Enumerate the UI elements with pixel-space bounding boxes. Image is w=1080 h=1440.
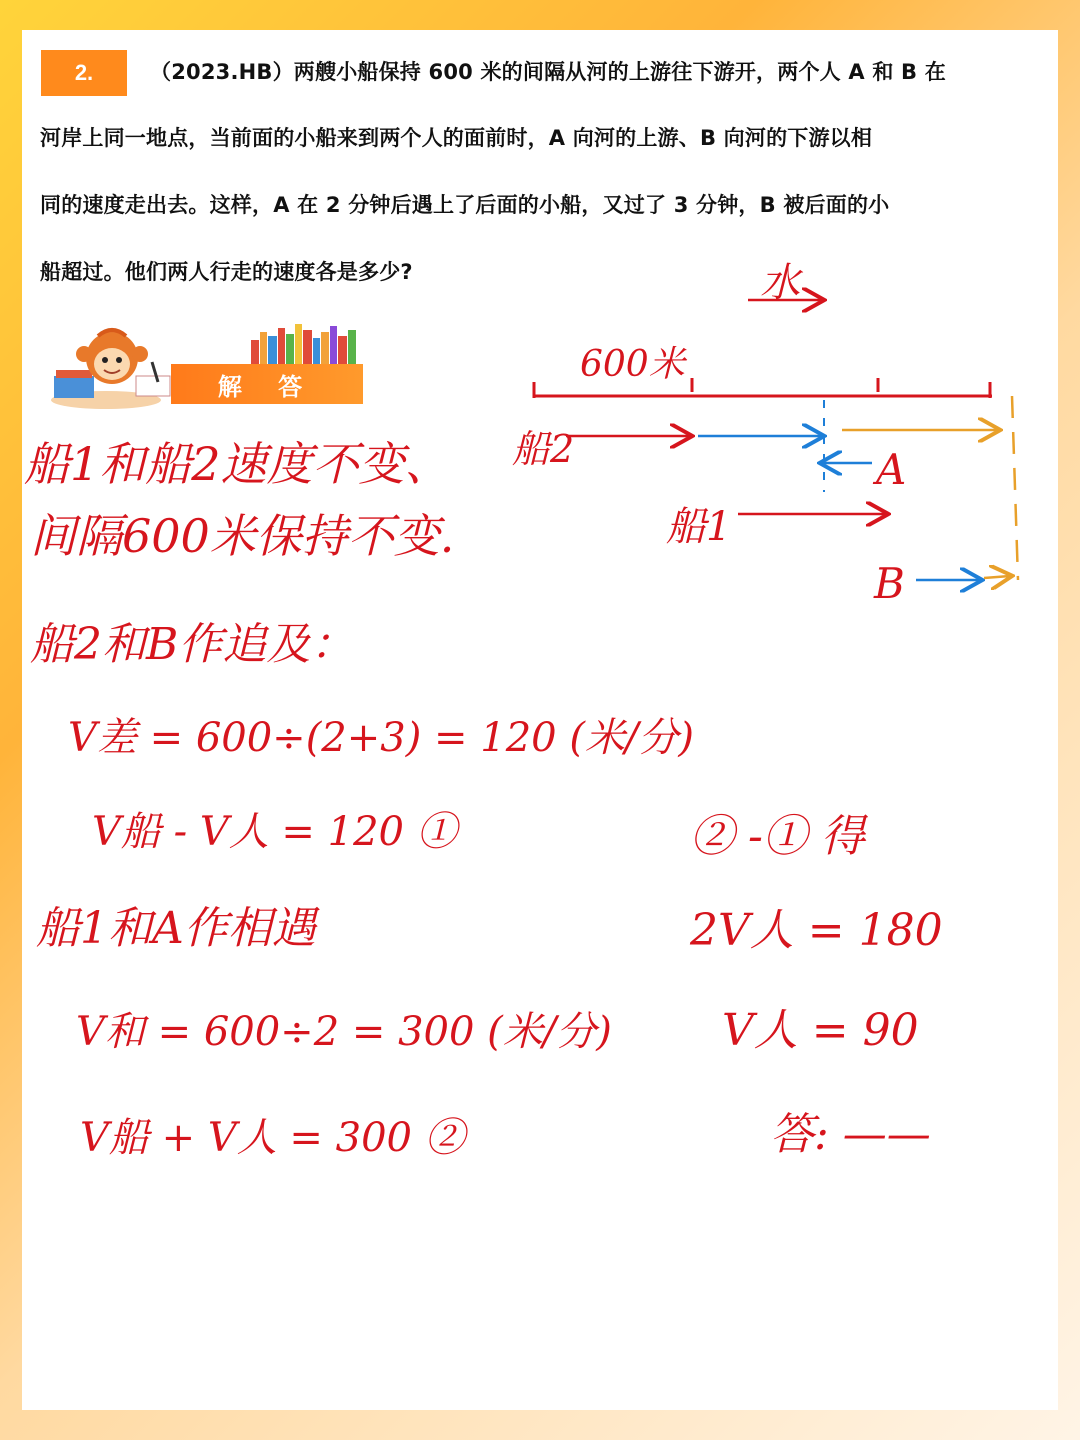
note-gap-constant: 间隔600米保持不变. [30,509,455,563]
question-line-3: 同的速度走出去。这样，A 在 2 分钟后遇上了后面的小船，又过了 3 分钟，B 被后面的小 [40,193,890,217]
solution-label: 解 答 [171,364,363,404]
boat2-label: 船2 [512,427,575,471]
question-number-badge: 2. [41,50,127,96]
question-line-4: 船超过。他们两人行走的速度各是多少? [40,260,413,284]
chase-heading: 船2和B作追及： [30,619,355,670]
equation-speed-difference: V差 = 600÷(2+3) = 120 (米/分) [68,715,695,761]
meet-heading: 船1和A作相遇 [36,903,316,954]
water-label: 水 [760,260,800,306]
distance-label: 600米 [580,344,685,385]
speed-result: V人 = 90 [722,1005,919,1056]
equation-speed-sum: V和 = 600÷2 = 300 (米/分) [76,1009,612,1055]
question-line-2: 河岸上同一地点，当前面的小船来到两个人的面前时，A 向河的上游、B 向河的下游以相 [40,126,873,150]
note-speed-constant: 船1和船2速度不变、 [24,437,451,491]
person-a-label: A [876,445,907,494]
equation-1: V船 - V人 = 120 ① [92,809,457,855]
double-speed-result: 2V人 = 180 [690,905,943,956]
equation-2: V船 + V人 = 300 ② [80,1115,465,1161]
boat1-label: 船1 [666,504,732,550]
person-b-orange-arrow [984,576,1010,578]
question-line-1: （2023.HB）两艘小船保持 600 米的间隔从河的上游往下游开，两个人 A 和 B 在 [150,60,946,84]
overtake-point-dashed-line [1012,396,1018,580]
answer-line: 答: —— [770,1109,931,1160]
person-b-label: B [874,559,905,608]
subtract-step: ② -① 得 [690,811,865,862]
